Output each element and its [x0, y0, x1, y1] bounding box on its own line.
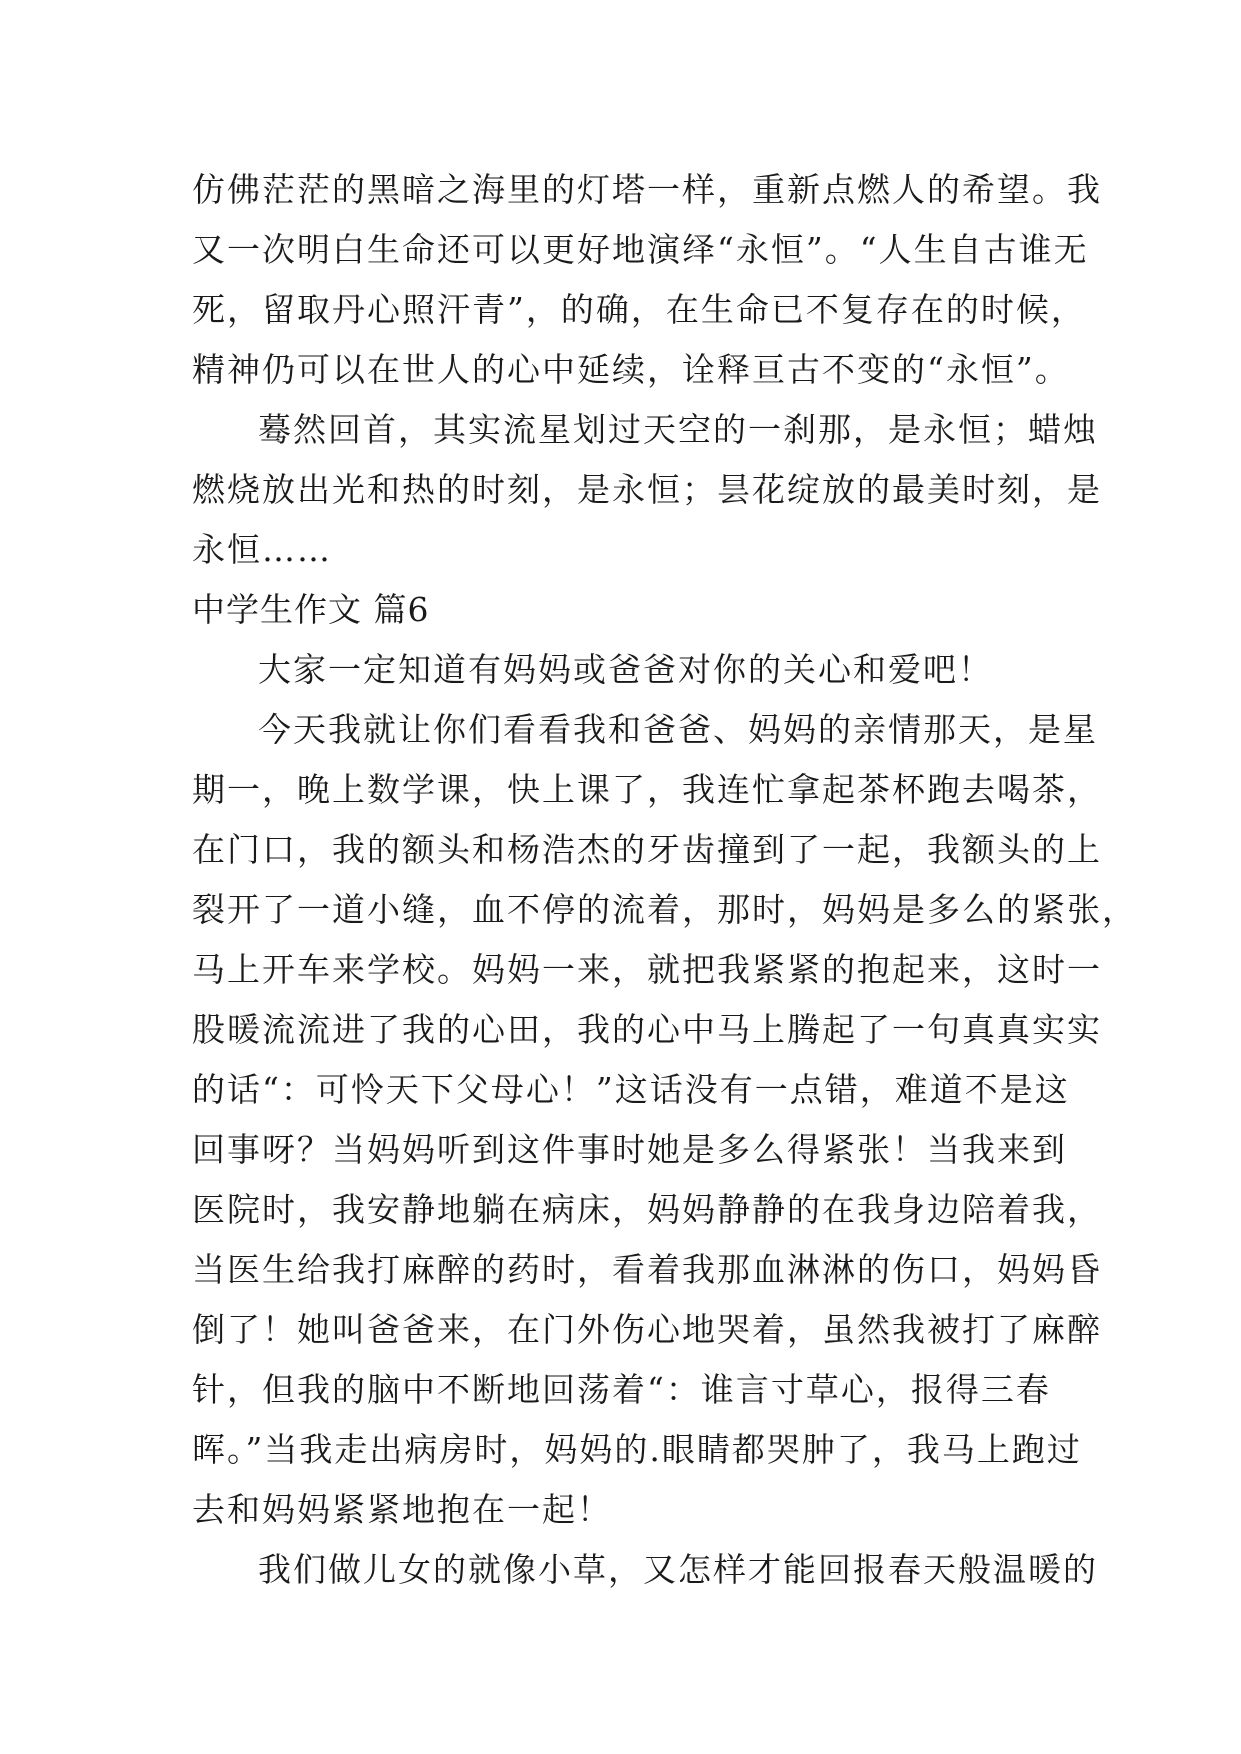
document-body	[192, 160, 1137, 1600]
paragraph-first-line: 蓦然回首，其实流星划过天空的一刹那，是永恒；蜡烛	[258, 410, 1098, 449]
text-line: 医院时，我安静地躺在病床，妈妈静静的在我身边陪着我，	[192, 1190, 1102, 1229]
text-line: 又一次明白生命还可以更好地演绎“永恒”。“人生自古谁无	[192, 230, 1089, 269]
text-line: 仿佛茫茫的黑暗之海里的灯塔一样，重新点燃人的希望。我	[192, 170, 1102, 209]
text-line: 晖。”当我走出病房时，妈妈的.眼睛都哭肿了，我马上跑过	[192, 1430, 1082, 1469]
text-line: 精神仍可以在世人的心中延续，诠释亘古不变的“永恒”。	[192, 350, 1070, 389]
paragraph-first-line: 大家一定知道有妈妈或爸爸对你的关心和爱吧！	[258, 650, 993, 689]
text-line: 马上开车来学校。妈妈一来，就把我紧紧的抱起来，这时一	[192, 950, 1102, 989]
paragraph-first-line: 我们做儿女的就像小草，又怎样才能回报春天般温暖的	[258, 1550, 1098, 1589]
text-line: 倒了！她叫爸爸来，在门外伤心地哭着，虽然我被打了麻醉	[192, 1310, 1102, 1349]
text-line: 永恒……	[192, 530, 332, 569]
text-line: 死，留取丹心照汗青”，的确，在生命已不复存在的时候，	[192, 290, 1086, 329]
text-line: 股暖流流进了我的心田，我的心中马上腾起了一句真真实实	[192, 1010, 1102, 1049]
text-line: 期一，晚上数学课，快上课了，我连忙拿起茶杯跑去喝茶，	[192, 770, 1102, 809]
text-line: 裂开了一道小缝，血不停的流着，那时，妈妈是多么的紧张，	[192, 890, 1137, 929]
paragraph-first-line: 今天我就让你们看看我和爸爸、妈妈的亲情那天，是星	[258, 710, 1098, 749]
text-line: 燃烧放出光和热的时刻，是永恒；昙花绽放的最美时刻，是	[192, 470, 1102, 509]
text-line: 当医生给我打麻醉的药时，看着我那血淋淋的伤口，妈妈昏	[192, 1250, 1102, 1289]
text-line: 回事呀？当妈妈听到这件事时她是多么得紧张！当我来到	[192, 1130, 1067, 1169]
text-line: 针，但我的脑中不断地回荡着“：谁言寸草心，报得三春	[192, 1370, 1051, 1409]
text-line: 的话“：可怜天下父母心！”这话没有一点错，难道不是这	[192, 1070, 1070, 1109]
text-line: 在门口，我的额头和杨浩杰的牙齿撞到了一起，我额头的上	[192, 830, 1102, 869]
section-heading: 中学生作文 篇6	[192, 590, 430, 629]
text-line: 去和妈妈紧紧地抱在一起！	[192, 1490, 612, 1529]
